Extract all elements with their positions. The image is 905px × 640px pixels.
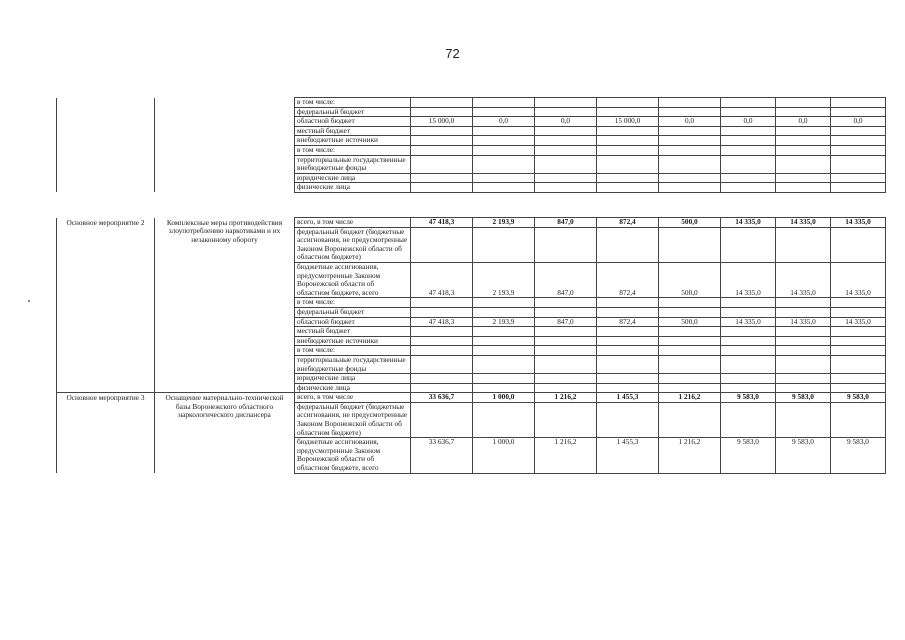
source-label: федеральный бюджет xyxy=(295,307,411,317)
value-cell: 0,0 xyxy=(776,117,831,127)
budget-table-events xyxy=(56,217,886,474)
scan-speck xyxy=(28,300,30,302)
source-label: физические лица xyxy=(295,383,411,393)
value-cell: 9 583,0 xyxy=(776,438,831,473)
budget-table xyxy=(56,97,886,193)
source-label: местный бюджет xyxy=(295,327,411,337)
source-label: физические лица xyxy=(295,183,411,193)
source-label: федеральный бюджет xyxy=(295,107,411,117)
source-label: областной бюджет xyxy=(295,117,411,127)
value-cell: 500,0 xyxy=(659,317,721,327)
source-label: юридические лица xyxy=(295,173,411,183)
source-label: территориальные государственные внебюджетные фонды xyxy=(295,155,411,173)
value-cell: 9 583,0 xyxy=(831,438,886,473)
value-cell: 872,4 xyxy=(597,262,659,297)
value-cell: 1 455,3 xyxy=(597,393,659,403)
value-cell: 500,0 xyxy=(659,262,721,297)
value-cell: 0,0 xyxy=(721,117,776,127)
value-cell: 847,0 xyxy=(535,262,597,297)
source-label: внебюджетные источники xyxy=(295,136,411,146)
event-title-cell xyxy=(155,98,295,193)
page-number: 72 xyxy=(445,46,460,61)
source-label: федеральный бюджет (бюджетные ассигнования, не предусмотренные Законом Воронежской области об областном бюджете) xyxy=(295,227,411,262)
table-row xyxy=(57,218,886,228)
event-title: Оснащение материально-технической базы Воронежского областного наркологического диспансера xyxy=(155,393,295,473)
source-label: в том числе: xyxy=(295,98,411,108)
value-cell: 14 335,0 xyxy=(776,262,831,297)
value-cell: 0,0 xyxy=(535,117,597,127)
value-cell: 33 636,7 xyxy=(411,438,473,473)
value-cell: 9 583,0 xyxy=(831,393,886,403)
value-cell: 872,4 xyxy=(597,218,659,228)
event-label: Основное мероприятие 3 xyxy=(57,393,155,473)
value-cell: 1 216,2 xyxy=(659,393,721,403)
table-row xyxy=(57,98,886,108)
value-cell: 47 418,3 xyxy=(411,218,473,228)
value-cell: 2 193,9 xyxy=(473,262,535,297)
value-cell: 15 000,0 xyxy=(597,117,659,127)
value-cell: 47 418,3 xyxy=(411,317,473,327)
value-cell: 872,4 xyxy=(597,317,659,327)
value-cell: 15 000,0 xyxy=(411,117,473,127)
source-label: территориальные государственные внебюджетные фонды xyxy=(295,355,411,373)
value-cell: 14 335,0 xyxy=(831,218,886,228)
source-label: всего, в том числе xyxy=(295,218,411,228)
value-cell: 14 335,0 xyxy=(831,317,886,327)
value-cell: 14 335,0 xyxy=(776,218,831,228)
value-cell: 2 193,9 xyxy=(473,218,535,228)
value-cell: 14 335,0 xyxy=(831,262,886,297)
source-label: областной бюджет xyxy=(295,317,411,327)
source-label: в том числе: xyxy=(295,346,411,356)
value-cell: 47 418,3 xyxy=(411,262,473,297)
source-label: в том числе: xyxy=(295,298,411,308)
value-cell: 14 335,0 xyxy=(721,262,776,297)
source-label: федеральный бюджет (бюджетные ассигнования, не предусмотренные Законом Воронежской области об областном бюджете) xyxy=(295,402,411,437)
value-cell: 1 216,2 xyxy=(535,438,597,473)
value-cell: 500,0 xyxy=(659,218,721,228)
event-label-cell xyxy=(57,98,155,193)
value-cell: 0,0 xyxy=(473,117,535,127)
table-row xyxy=(57,393,886,403)
source-label: в том числе: xyxy=(295,145,411,155)
value-cell: 847,0 xyxy=(535,317,597,327)
source-label: внебюджетные источники xyxy=(295,336,411,346)
value-cell: 847,0 xyxy=(535,218,597,228)
value-cell: 1 216,2 xyxy=(535,393,597,403)
value-cell: 1 216,2 xyxy=(659,438,721,473)
source-label: всего, в том числе xyxy=(295,393,411,403)
source-label: бюджетные ассигнования, предусмотренные Законом Воронежской области об областном бюджете, всего xyxy=(295,438,411,473)
value-cell: 33 636,7 xyxy=(411,393,473,403)
event-label: Основное мероприятие 2 xyxy=(57,218,155,393)
event-title: Комплексные меры противодействия злоупотреблению наркотиками и их незаконному обороту xyxy=(155,218,295,393)
value-cell: 0,0 xyxy=(659,117,721,127)
source-label: бюджетные ассигнования, предусмотренные Законом Воронежской области об областном бюджете, всего xyxy=(295,262,411,297)
value-cell: 9 583,0 xyxy=(721,438,776,473)
source-label: местный бюджет xyxy=(295,126,411,136)
value-cell: 1 000,0 xyxy=(473,438,535,473)
value-cell: 2 193,9 xyxy=(473,317,535,327)
value-cell: 0,0 xyxy=(831,117,886,127)
value-cell: 9 583,0 xyxy=(721,393,776,403)
value-cell: 1 455,3 xyxy=(597,438,659,473)
value-cell: 14 335,0 xyxy=(721,317,776,327)
value-cell: 1 000,0 xyxy=(473,393,535,403)
value-cell: 14 335,0 xyxy=(721,218,776,228)
value-cell: 14 335,0 xyxy=(776,317,831,327)
source-label: юридические лица xyxy=(295,374,411,384)
value-cell: 9 583,0 xyxy=(776,393,831,403)
